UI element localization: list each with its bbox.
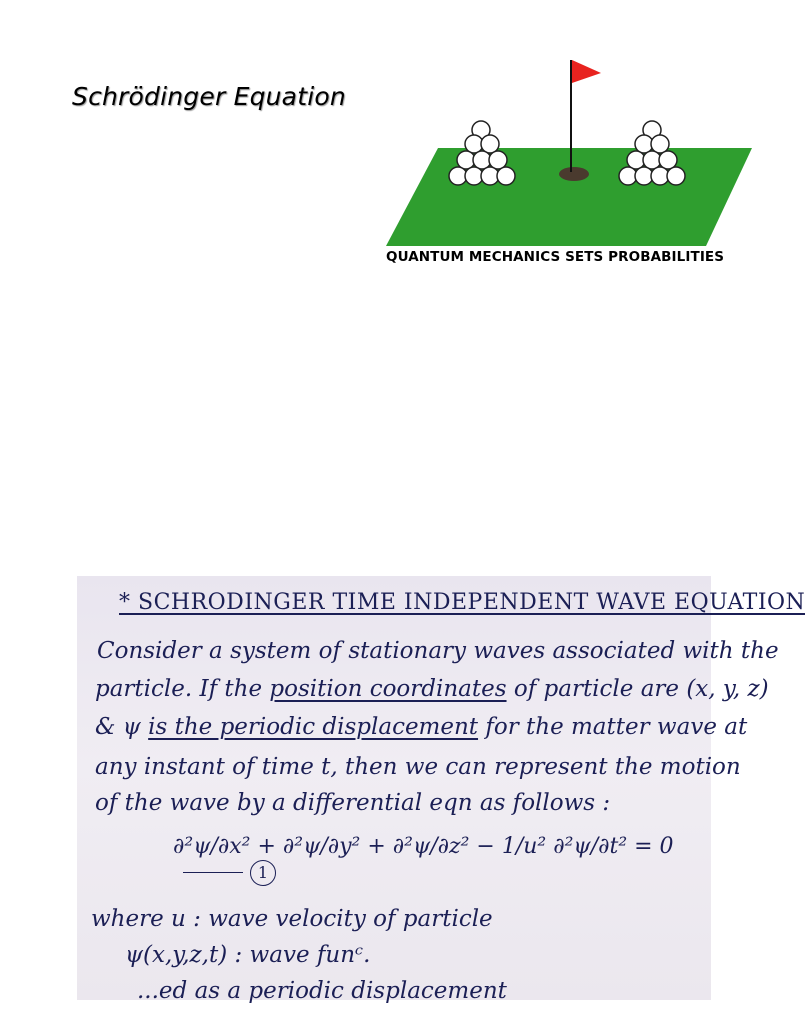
notes-line-3-b: is the periodic displacement [148,714,479,740]
notes-line-1: Consider a system of stationary waves associated with the [97,638,779,664]
notes-line-2-a: particle. If the [95,676,270,702]
notes-cut-line: ...ed as a periodic displacement [137,978,507,1004]
golf-green [386,148,752,246]
notes-line-3 [95,714,747,740]
flag [572,60,601,83]
notes-line-3-c: for the matter wave at [478,714,748,740]
golf-illustration [380,50,760,250]
equation-leader-line [183,872,243,873]
notes-heading: * SCHRODINGER TIME INDEPENDENT WAVE EQUATION [119,590,805,615]
notes-line-2 [95,676,769,702]
notes-line-5: of the wave by a differential eqn as follows : [95,790,611,816]
golf-hole [559,167,589,181]
slide-title: Schrödinger Equation [72,82,346,111]
handwritten-notes-photo [77,576,805,1004]
notes-line-2-c: of particle are (x, y, z) [506,676,769,702]
notes-line-3-a: & ψ [95,714,149,740]
notes-where-u: where u : wave velocity of particle [91,906,493,932]
wave-equation-text: ∂²ψ/∂x² + ∂²ψ/∂y² + ∂²ψ/∂z² − 1/u² ∂²ψ/∂t² = 0 [173,834,674,859]
illustration-caption: QUANTUM MECHANICS SETS PROBABILITIES [386,249,725,265]
wave-equation [173,834,711,886]
equation-number: 1 [250,860,276,886]
notes-line-2-b: position coordinates [269,676,507,702]
notes-line-4: any instant of time t, then we can represent the motion [95,754,741,780]
notes-psi-def: ψ(x,y,z,t) : wave funᶜ. [125,942,371,968]
